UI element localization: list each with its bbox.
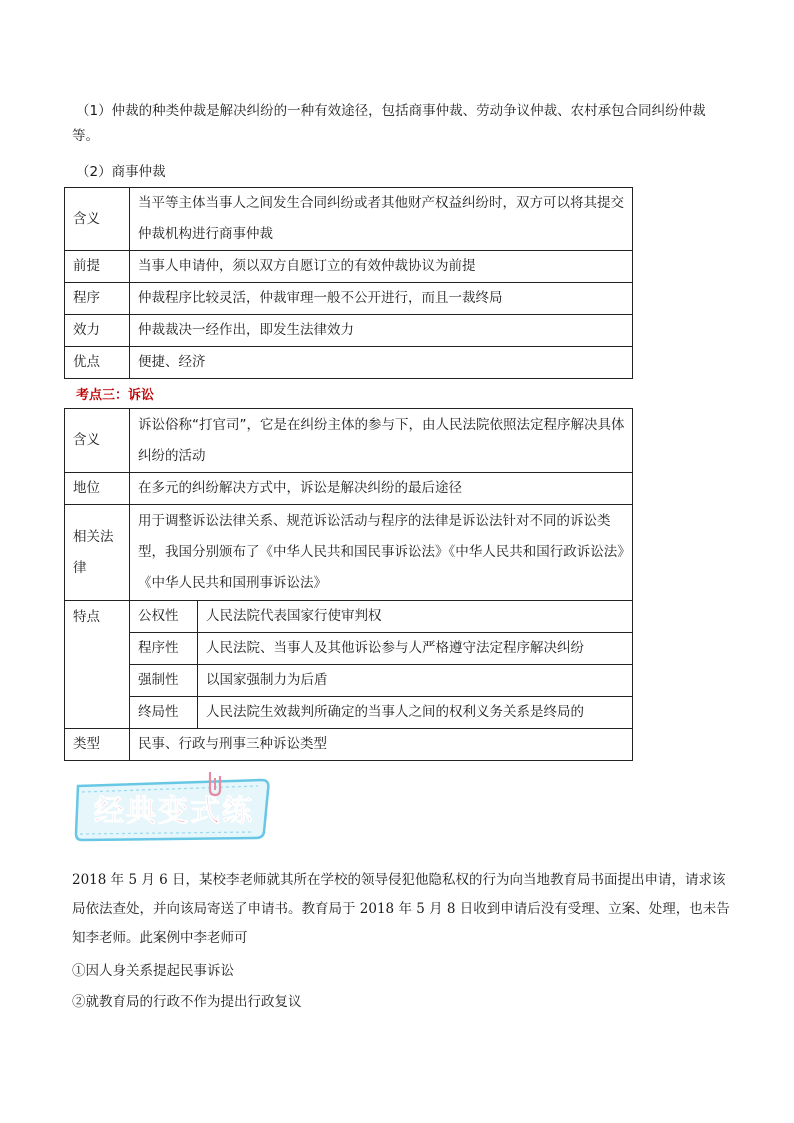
table-row [65,505,633,601]
practice-banner [72,768,272,844]
row-text: 便捷、经济 [130,347,633,379]
feature-label: 特点 [65,601,130,729]
feature-text: 以国家强制力为后盾 [198,665,633,697]
table-row [65,251,633,283]
table-row [65,697,633,729]
row-label: 程序 [65,283,130,315]
table-row [65,665,633,697]
option-2: ②就教育局的行政不作为提出行政复议 [72,994,302,1010]
litigation-table [64,408,633,761]
feature-text: 人民法院生效裁判所确定的当事人之间的权利义务关系是终局的 [198,697,633,729]
table-row [65,729,633,761]
row-label: 含义 [65,188,130,251]
table-row [65,409,633,473]
row-label: 前提 [65,251,130,283]
row-text: 用于调整诉讼法律关系、规范诉讼活动与程序的法律是诉讼法针对不同的诉讼类型，我国分别颁布了《中华人民共和国民事诉讼法》《中华人民共和国行政诉讼法》《中华人民共和国刑事诉讼法》 [130,505,633,601]
subheading-commercial-arbitration: （2）商事仲裁 [76,164,166,180]
table-row [65,601,633,633]
table-row [65,633,633,665]
section-heading: 考点三：诉讼 [76,388,155,403]
feature-name: 公权性 [130,601,198,633]
row-text: 仲裁程序比较灵活，仲裁审理一般不公开进行，而且一裁终局 [130,283,633,315]
feature-name: 强制性 [130,665,198,697]
row-text: 当平等主体当事人之间发生合同纠纷或者其他财产权益纠纷时，双方可以将其提交仲裁机构进行商事仲裁 [130,188,633,251]
row-text: 诉讼俗称“打官司”，它是在纠纷主体的参与下，由人民法院依照法定程序解决具体纠纷的活动 [130,409,633,473]
row-text: 民事、行政与刑事三种诉讼类型 [130,729,633,761]
option-1: ①因人身关系提起民事诉讼 [72,963,234,979]
feature-text: 人民法院、当事人及其他诉讼参与人严格遵守法定程序解决纠纷 [198,633,633,665]
row-label: 优点 [65,347,130,379]
row-label: 地位 [65,473,130,505]
row-text: 在多元的纠纷解决方式中，诉讼是解决纠纷的最后途径 [130,473,633,505]
row-text: 当事人申请仲，须以双方自愿订立的有效仲裁协议为前提 [130,251,633,283]
row-label: 效力 [65,315,130,347]
feature-name: 程序性 [130,633,198,665]
question-stem: 2018 年 5 月 6 日，某校李老师就其所在学校的领导侵犯他隐私权的行为向当地教育局书面提出申请，请求该局依法查处，并向该局寄送了申请书。教育局于 2018 年 5 月 8 日收到申请后没有受理、立案、处理，也未告知李老师。此案例中李老师可 [72,872,730,946]
table-row [65,473,633,505]
row-label: 含义 [65,409,130,473]
table-row [65,188,633,251]
table-row [65,283,633,315]
row-label: 类型 [65,729,130,761]
arbitration-table [64,187,633,379]
feature-name: 终局性 [130,697,198,729]
table-row [65,315,633,347]
intro-paragraph: （1）仲裁的种类仲裁是解决纠纷的一种有效途径，包括商事仲裁、劳动争议仲裁、农村承包合同纠纷仲裁等。 [72,103,706,144]
row-text: 仲裁裁决一经作出，即发生法律效力 [130,315,633,347]
feature-text: 人民法院代表国家行使审判权 [198,601,633,633]
banner-text: 经典变式练 [94,794,254,829]
row-label: 相关法律 [65,505,130,601]
table-row [65,347,633,379]
